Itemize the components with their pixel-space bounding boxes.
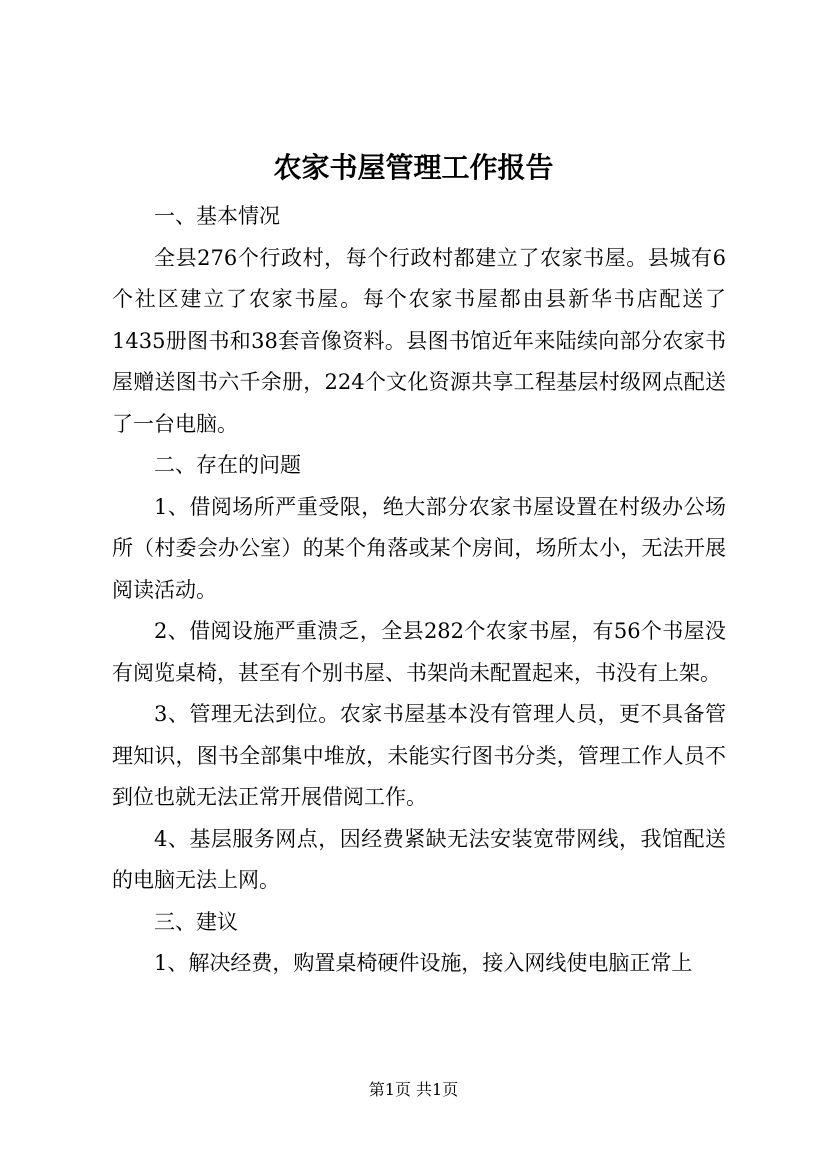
section-heading-basic-situation: 一、基本情况	[154, 204, 280, 228]
document-title: 农家书屋管理工作报告	[273, 151, 554, 184]
paragraph-problem-3: 3、管理无法到位。农家书屋基本没有管理人员，更不具备管理知识，图书全部集中堆放，未能实行图书分类，管理工作人员不到位也就无法正常开展借阅工作。	[112, 702, 726, 809]
document-body	[112, 196, 726, 985]
paragraph-problem-1: 1、借阅场所严重受限，绝大部分农家书屋设置在村级办公场所（村委会办公室）的某个角落或某个房间，场所太小，无法开展阅读活动。	[112, 494, 726, 602]
paragraph-suggestion-1: 1、解决经费，购置桌椅硬件设施，接入网线使电脑正常上	[154, 951, 693, 975]
page-footer: 第1页 共1页	[368, 1080, 459, 1099]
paragraph-problem-2: 2、借阅设施严重溃乏，全县282个农家书屋，有56个书屋没有阅览桌椅，甚至有个别书屋、书架尚未配置起来，书没有上架。	[112, 619, 726, 685]
paragraph-basic-situation: 全县276个行政村，每个行政村都建立了农家书屋。县城有6个社区建立了农家书屋。每个农家书屋都由县新华书店配送了1435册图书和38套音像资料。县图书馆近年来陆续向部分农家书屋赠送图书六千余册，224个文化资源共享工程基层村级网点配送了一台电脑。	[112, 245, 726, 436]
section-heading-suggestions: 三、建议	[154, 909, 238, 934]
paragraph-problem-4: 4、基层服务网点，因经费紧缺无法安装宽带网线，我馆配送的电脑无法上网。	[112, 826, 726, 892]
section-heading-problems: 二、存在的问题	[154, 453, 301, 477]
